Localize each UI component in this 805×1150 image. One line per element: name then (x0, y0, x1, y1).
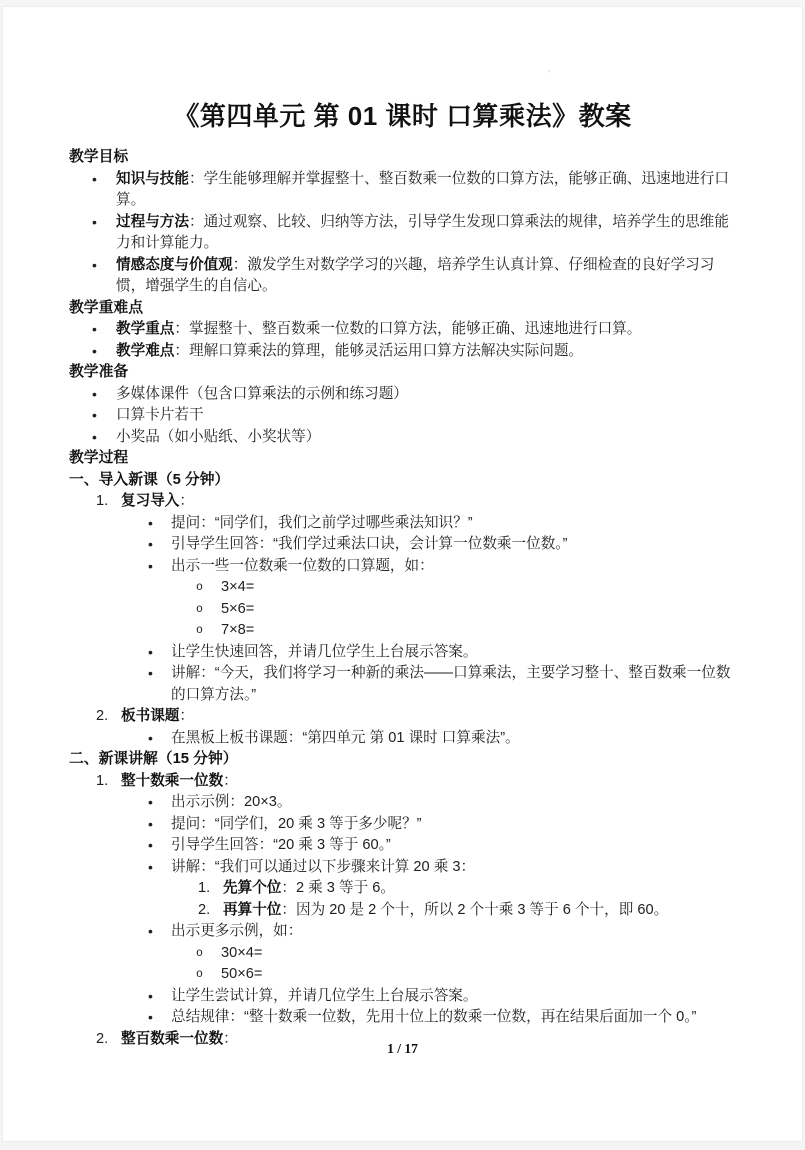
list-number: 2. (96, 1030, 109, 1047)
circle-bullet-icon: o (196, 581, 203, 594)
list-item-text (171, 642, 736, 664)
bullet-list-item (69, 835, 736, 857)
sub-list-item (69, 964, 736, 986)
bullet-list-item (69, 728, 736, 750)
text-run: 出示一些一位数乘一位数的口算题，如： (171, 557, 434, 574)
list-item-text (171, 513, 736, 535)
text-run-bold: 再算十位 (223, 901, 282, 918)
list-item-text (171, 792, 736, 814)
bullet-list-item (69, 405, 736, 427)
list-item-text (121, 771, 736, 793)
list-number: 2. (96, 708, 109, 724)
list-item-text (221, 599, 736, 621)
text-run: ：激发学生对数学学习的兴趣，培养学生认真计算、仔细检查的良好学习习惯，增强学生的自信心。 (116, 256, 715, 294)
bullet-icon: • (148, 557, 153, 574)
text-run-bold: 过程与方法 (116, 213, 189, 230)
sub-list-item (69, 577, 736, 599)
numbered-list-item (69, 706, 736, 728)
text-run-bold: 板书课题 (121, 708, 180, 724)
list-item-text (116, 405, 736, 427)
text-run: ：学生能够理解并掌握整十、整百数乘一位数的口算方法，能够正确、迅速地进行口算。 (116, 170, 729, 208)
list-item-text (221, 943, 736, 965)
text-run: ：因为 20 是 2 个十，所以 2 个十乘 3 等于 6 个十，即 60。 (281, 901, 669, 918)
text-run: ： (179, 493, 194, 509)
circle-bullet-icon: o (196, 602, 203, 616)
bullet-icon: • (92, 342, 97, 359)
text-run: 7×8= (221, 622, 255, 638)
text-run: 提问：“同学们，我们之前学过哪些乘法知识？” (171, 514, 473, 531)
numbered-list-item (69, 771, 736, 793)
bullet-icon: • (92, 385, 97, 402)
bullet-list-item (69, 255, 736, 298)
text-run-bold: 情感态度与价值观 (116, 256, 233, 273)
text-run: 小奖品（如小贴纸、小奖状等） (116, 428, 321, 445)
text-run: 讲解：“我们可以通过以下步骤来计算 20 乘 3： (171, 858, 476, 875)
bullet-icon: • (92, 170, 97, 187)
text-run: 在黑板上板书课题：“第四单元 第 01 课时 口算乘法”。 (171, 729, 520, 746)
text-run-bold: 教学难点 (116, 342, 175, 359)
numbered-list-item (69, 878, 736, 900)
bullet-icon: • (148, 794, 153, 810)
bullet-icon: • (148, 665, 153, 681)
bullet-icon: • (92, 407, 97, 423)
section-heading: 一、导入新课（5 分钟） (69, 471, 230, 488)
bullet-list-item (69, 556, 736, 578)
text-run: 让学生尝试计算，并请几位学生上台展示答案。 (171, 987, 478, 1004)
bullet-list-item (69, 814, 736, 836)
bullet-icon: • (92, 256, 97, 273)
text-run: ： (223, 772, 238, 789)
bullet-list-item (69, 319, 736, 341)
text-run: 总结规律：“整十数乘一位数，先用十位上的数乘一位数，再在结果后面加一个 0。” (171, 1009, 697, 1025)
document-page (2, 6, 803, 1142)
bullet-list-item (69, 169, 736, 212)
stray-mark: ' (548, 69, 550, 80)
text-run: 多媒体课件（包含口算乘法的示例和练习题） (116, 385, 408, 402)
bullet-list-item (69, 513, 736, 535)
text-run-bold: 先算个位 (223, 880, 282, 896)
bullet-list-item (69, 534, 736, 556)
text-run-bold: 教学重点 (116, 321, 175, 337)
list-number: 2. (198, 901, 211, 918)
list-item-text (171, 1007, 736, 1029)
bullet-list-item (69, 663, 736, 706)
text-run: ：理解口算乘法的算理，能够灵活运用口算方法解决实际问题。 (174, 342, 584, 359)
text-run-bold: 知识与技能 (116, 170, 189, 187)
bullet-icon: • (148, 837, 153, 853)
list-number: 1. (96, 772, 109, 789)
section-heading: 二、新课讲解（15 分钟） (69, 751, 238, 767)
section-heading: 教学重难点 (69, 299, 143, 316)
text-run: 30×4= (221, 944, 263, 961)
circle-bullet-icon: o (196, 968, 203, 981)
section-heading: 教学准备 (69, 364, 129, 380)
list-item-text (116, 427, 736, 449)
text-run: ：通过观察、比较、归纳等方法，引导学生发现口算乘法的规律，培养学生的思维能力和计算能力。 (116, 213, 729, 251)
list-item-text (116, 255, 736, 298)
text-run-bold: 整十数乘一位数 (121, 772, 224, 789)
text-run: ：2 乘 3 等于 6。 (281, 880, 395, 896)
bullet-list-item (69, 857, 736, 879)
list-item-text (116, 319, 736, 341)
list-item-text (171, 534, 736, 556)
list-item-text (116, 212, 736, 255)
list-item-text (221, 577, 736, 599)
bullet-list-item (69, 212, 736, 255)
section-heading: 教学过程 (69, 450, 129, 466)
text-run: 讲解：“今天，我们将学习一种新的乘法——口算乘法，主要学习整十、整百数乘一位数的口算方法。” (171, 665, 731, 703)
bullet-list-item (69, 642, 736, 664)
list-item-text (116, 169, 736, 212)
bullet-list-item (69, 341, 736, 363)
bullet-icon: • (92, 428, 97, 445)
list-item-text (121, 491, 736, 513)
list-item-text (171, 986, 736, 1008)
bullet-list-item (69, 427, 736, 449)
numbered-list-item (69, 491, 736, 513)
list-item-text (171, 728, 736, 750)
list-number: 1. (198, 880, 211, 896)
bullet-icon: • (148, 987, 153, 1004)
bullet-icon: • (148, 643, 153, 660)
bullet-list-item (69, 792, 736, 814)
bullet-icon: • (92, 321, 97, 337)
list-item-text (116, 384, 736, 406)
bullet-icon: • (148, 729, 153, 746)
bullet-icon: • (148, 514, 153, 531)
bullet-list-item (69, 986, 736, 1008)
numbered-list-item (69, 900, 736, 922)
bullet-list-item (69, 921, 736, 943)
text-run: 让学生快速回答，并请几位学生上台展示答案。 (171, 643, 478, 660)
text-run: ： (223, 1030, 238, 1047)
text-run: 出示示例：20×3。 (171, 794, 292, 810)
bullet-icon: • (148, 1009, 153, 1025)
sub-list-item (69, 943, 736, 965)
text-run: ： (179, 708, 194, 724)
text-run: ：掌握整十、整百数乘一位数的口算方法，能够正确、迅速地进行口算。 (174, 321, 642, 337)
text-run: 50×6= (221, 966, 263, 982)
section-heading: 教学目标 (69, 149, 129, 165)
circle-bullet-icon: o (196, 946, 203, 960)
list-number: 1. (96, 493, 109, 509)
list-item-text (171, 814, 736, 836)
bullet-list-item (69, 384, 736, 406)
document-body (69, 147, 736, 1050)
list-item-text (171, 663, 736, 706)
list-item-text (171, 921, 736, 943)
text-run: 提问：“同学们，20 乘 3 等于多少呢？” (171, 815, 422, 832)
text-run: 5×6= (221, 600, 255, 617)
text-run-bold: 复习导入 (121, 493, 180, 509)
document-title: 《第四单元 第 01 课时 口算乘法》教案 (173, 101, 632, 131)
page-number-indicator: 1 / 17 (387, 1041, 418, 1056)
text-run: 3×4= (221, 579, 255, 595)
text-run-bold: 整百数乘一位数 (121, 1030, 224, 1047)
list-item-text (221, 964, 736, 986)
list-item-text (223, 878, 736, 900)
bullet-list-item (69, 1007, 736, 1029)
text-run: 出示更多示例，如： (171, 923, 303, 939)
bullet-icon: • (148, 923, 153, 939)
sub-list-item (69, 620, 736, 642)
list-item-text (121, 706, 736, 728)
list-item-text (171, 857, 736, 879)
bullet-icon: • (148, 858, 153, 875)
list-item-text (171, 556, 736, 578)
list-item-text (221, 620, 736, 642)
bullet-icon: • (148, 536, 153, 552)
circle-bullet-icon: o (196, 624, 203, 637)
list-item-text (116, 341, 736, 363)
text-run: 口算卡片若干 (116, 407, 204, 423)
text-run: 引导学生回答：“我们学过乘法口诀，会计算一位数乘一位数。” (171, 536, 568, 552)
bullet-icon: • (92, 213, 97, 230)
list-item-text (171, 835, 736, 857)
list-item-text (223, 900, 736, 922)
bullet-icon: • (148, 815, 153, 832)
sub-list-item (69, 599, 736, 621)
text-run: 引导学生回答：“20 乘 3 等于 60。” (171, 837, 391, 853)
